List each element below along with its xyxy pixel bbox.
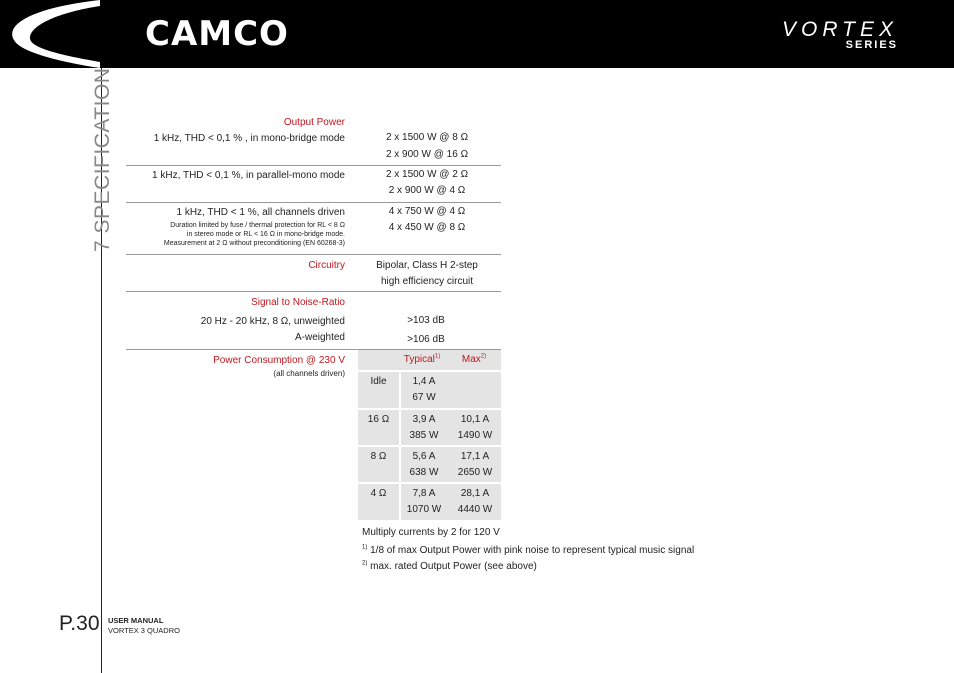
load-cell: 4 Ω [358, 484, 399, 520]
brand-logo: CAMCO [145, 14, 289, 54]
swoosh-logo [0, 0, 104, 68]
max-power: 1490 W [457, 430, 493, 441]
power-consumption-subtitle: (all channels driven) [273, 369, 345, 378]
power-consumption-title: Power Consumption @ 230 V [213, 355, 345, 366]
max-power: 2650 W [457, 467, 493, 478]
section-title: 7 SPECIFICATION [91, 67, 114, 252]
model-label: VORTEX 3 QUADRO [108, 626, 180, 635]
snr-label: A-weighted [294, 332, 345, 343]
output-power-row-label: 1 kHz, THD < 0,1 % , in mono-bridge mode [153, 133, 345, 144]
snr-label: 20 Hz - 20 kHz, 8 Ω, unweighted [200, 316, 345, 327]
circuitry-title: Circuitry [308, 260, 345, 271]
divider [126, 202, 501, 203]
typical-power: 385 W [409, 430, 439, 441]
load-cell: 8 Ω [358, 447, 399, 482]
typical-current: 1,4 A [412, 376, 436, 387]
circuitry-value: high efficiency circuit [380, 276, 474, 287]
manual-info [108, 616, 180, 636]
typical-current: 3,9 A [412, 414, 436, 425]
load-cell: 16 Ω [358, 410, 399, 445]
manual-label: USER MANUAL [108, 616, 164, 625]
output-power-note: in stereo mode or RL < 16 Ω in mono-bridge mode. [186, 231, 345, 238]
max-current: 17,1 A [460, 451, 490, 462]
snr-title: Signal to Noise-Ratio [251, 297, 345, 308]
output-power-value: 2 x 1500 W @ 8 Ω [385, 132, 469, 143]
series-subtitle: SERIES [845, 39, 898, 51]
typical-power: 638 W [409, 467, 439, 478]
footnote-1: $^{1)}$ 1/8 of max Output Power with pink noise to represent typical music signal [362, 544, 695, 556]
output-power-value: 2 x 1500 W @ 2 Ω [385, 169, 469, 180]
divider [126, 291, 501, 292]
series-title: VORTEX [782, 18, 898, 41]
typical-current: 7,8 A [412, 488, 436, 499]
output-power-title: Output Power [283, 117, 345, 128]
typical-header: Typical$^{1)}$ [403, 353, 441, 365]
typical-power: 1070 W [406, 504, 442, 515]
output-power-note: Duration limited by fuse / thermal protection for RL < 8 Ω [170, 222, 345, 229]
snr-value: >106 dB [407, 334, 445, 345]
typical-current: 5,6 A [412, 451, 436, 462]
max-header: Max$^{2)}$ [461, 353, 487, 365]
output-power-value: 2 x 900 W @ 16 Ω [385, 149, 469, 160]
output-power-row-label: 1 kHz, THD < 0,1 %, in parallel-mono mode [152, 170, 345, 181]
max-current: 10,1 A [460, 414, 490, 425]
circuitry-value: Bipolar, Class H 2-step [376, 260, 478, 271]
output-power-value: 4 x 450 W @ 8 Ω [388, 222, 466, 233]
multiply-note: Multiply currents by 2 for 120 V [362, 527, 500, 538]
divider [126, 165, 501, 166]
series-logo [782, 19, 898, 51]
output-power-note: Measurement at 2 Ω without preconditioning (EN 60268-3) [163, 240, 345, 247]
load-cell: Idle [358, 372, 399, 408]
snr-value: >103 dB [407, 315, 445, 326]
typical-power: 67 W [412, 392, 436, 403]
max-current: 28,1 A [460, 488, 490, 499]
output-power-value: 2 x 900 W @ 4 Ω [388, 185, 466, 196]
output-power-value: 4 x 750 W @ 4 Ω [388, 206, 466, 217]
output-power-row-label: 1 kHz, THD < 1 %, all channels driven [176, 207, 345, 218]
page-number: P.30 [59, 612, 100, 635]
header-bar [0, 0, 954, 68]
footnote-2: $^{2)}$ max. rated Output Power (see above) [362, 560, 537, 572]
divider [126, 254, 501, 255]
max-power: 4440 W [457, 504, 493, 515]
